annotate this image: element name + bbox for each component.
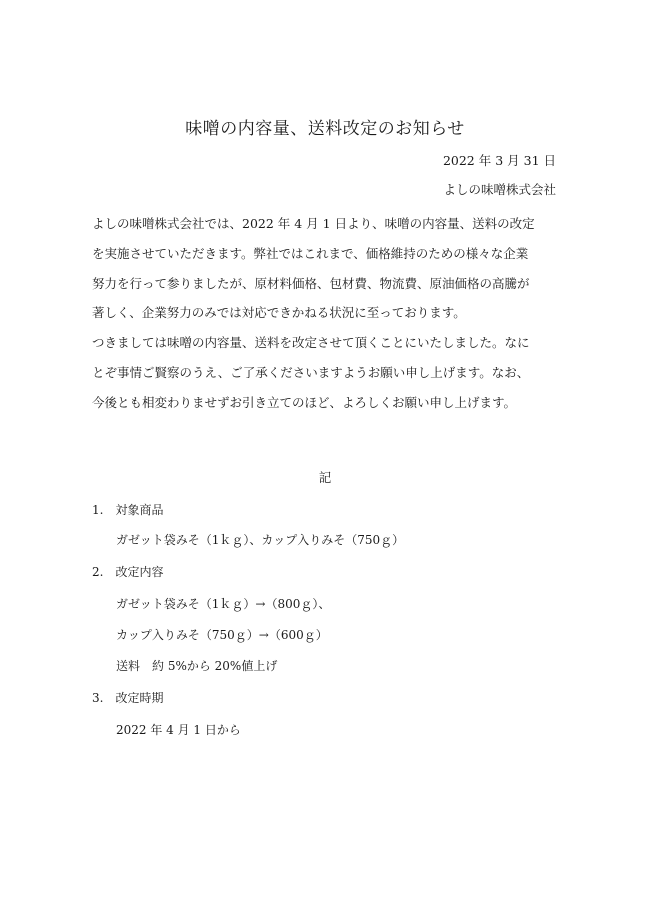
- issue-date: 2022 年 3 月 31 日: [442, 153, 556, 168]
- body-line: を実施させていただきます。弊社ではこれまで、価格維持のための様々な企業: [92, 245, 529, 261]
- section-line: 2022 年 4 月 1 日から: [116, 723, 241, 737]
- section-heading-revision-date: 3. 改定時期: [92, 691, 164, 705]
- company-name: よしの味噌株式会社: [443, 182, 556, 197]
- ki-heading: 記: [318, 470, 332, 485]
- section-heading-revision-details: 2. 改定内容: [92, 565, 164, 579]
- section-line: ガゼット袋みそ（1ｋｇ）、カップ入りみそ（750ｇ）: [116, 533, 405, 547]
- body-line: 今後とも相変わりませずお引き立てのほど、よろしくお願い申し上げます。: [92, 394, 517, 410]
- body-line: 努力を行って参りましたが、原材料価格、包材費、物流費、原油価格の高騰が: [92, 275, 530, 291]
- body-line: とぞ事情ご賢察のうえ、ご了承くださいますようお願い申し上げます。なお、: [92, 364, 530, 380]
- notice-body: [92, 209, 562, 418]
- body-line: よしの味噌株式会社では、2022 年 4 月 1 日より、味噌の内容量、送料の改定: [92, 216, 535, 231]
- section-line: ガゼット袋みそ（1ｋｇ）→（800ｇ）、: [116, 597, 331, 611]
- section-heading-target-products: 1. 対象商品: [92, 503, 164, 517]
- document-title: 味噌の内容量、送料改定のお知らせ: [185, 119, 465, 139]
- body-line: 著しく、企業努力のみでは対応できかねる状況に至っております。: [92, 305, 466, 321]
- section-line: カップ入りみそ（750ｇ）→（600ｇ）: [116, 628, 328, 642]
- body-line: つきましては味噌の内容量、送料を改定させて頂くことにいたしました。なに: [92, 335, 530, 351]
- section-line: 送料 約 5%から 20%値上げ: [116, 659, 278, 673]
